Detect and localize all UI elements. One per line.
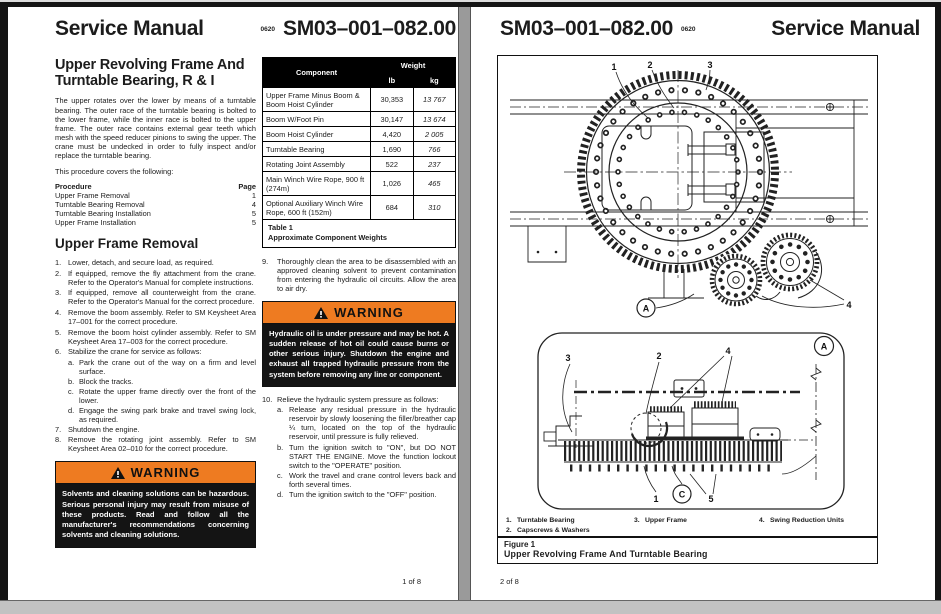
warning-triangle-icon [111, 467, 125, 479]
warning-text: Solvents and cleaning solutions can be hazardous. Serious personal injury may result from misuse of these products. Read and follow all the manufacturer's recommendations concerning solvents and cleaning solutions. [56, 484, 255, 546]
left-page [8, 7, 458, 600]
callout-label: 3 [565, 353, 571, 363]
legend-item: 3. Upper Frame [634, 517, 687, 524]
warning-box-solvents [55, 461, 256, 547]
section-title: Upper Revolving Frame And Turntable Bearing, R & I [55, 57, 245, 90]
manual-title: Service Manual [55, 17, 204, 40]
weights-col-lb: lb [371, 73, 413, 88]
procedure-substep: b. Turn the ignition switch to "ON", but DO NOT START THE ENGINE. Move the function lockout switch to the "OPERATE" position. [277, 442, 456, 470]
removal-heading: Upper Frame Removal [55, 235, 199, 251]
figure-legend [498, 514, 877, 536]
table-caption: Table 1 Approximate Component Weights [262, 220, 456, 247]
side-view-drawing [498, 328, 876, 514]
procedure-step: 2. If equipped, remove the fly attachment from the crane. Refer to the Operator's Manual for complete instructions. [55, 268, 256, 287]
view-a-label: A [820, 341, 828, 352]
revision-code: 0620 [260, 26, 275, 33]
plan-view-drawing [498, 56, 876, 328]
figure-frame [497, 55, 878, 537]
procedure-step: 10. Relieve the hydraulic system pressure as follows: [262, 394, 439, 404]
procedure-step: 5. Remove the boom hoist cylinder assembly. Refer to SM Keysheet Area 17–003 for the correct procedure. [55, 327, 256, 346]
warning-title: WARNING [334, 304, 404, 320]
callout-label: 2 [656, 351, 662, 361]
turntable-ring-gear [564, 70, 792, 278]
callout-label: 1 [611, 62, 617, 72]
revision-code: 0620 [681, 26, 696, 33]
procedure-substep: c. Work the travel and crane control levers back and forth several times. [277, 470, 456, 489]
view-c-label: C [678, 489, 686, 500]
left-column [55, 57, 256, 548]
callout-label: 3 [707, 60, 713, 70]
right-column [262, 57, 456, 500]
index-row: Turntable Bearing Installation 5 [55, 208, 256, 218]
warning-text: Hydraulic oil is under pressure and may be hot. A sudden release of hot oil could cause burns or other serious injury. Shutdown the engine and exhaust all trapped hydraulic pressure from the system before removing any line or component. [263, 324, 455, 386]
legend-item: 1. Turntable Bearing [506, 517, 575, 524]
upper-frame-rails [510, 100, 868, 262]
weights-col-weight: Weight [371, 58, 456, 73]
table-row: Upper Frame Minus Boom & Boom Hoist Cylinder 30,353 13 767 [263, 88, 456, 112]
left-page-header [55, 17, 456, 41]
callout-label: 4 [725, 346, 731, 356]
table-row: Boom W/Foot Pin 30,147 13 674 [263, 112, 456, 127]
procedure-step: 1. Lower, detach, and secure load, as required. [55, 258, 214, 268]
weights-col-kg: kg [413, 73, 455, 88]
procedure-substep: a. Release any residual pressure in the hydraulic reservoir by slowly loosening the filler/breather cap ¼ turn, located on the top of the hydraulic reservoir, until pressure is fully relieved. [277, 405, 456, 442]
covers-line: This procedure covers the following: [55, 166, 174, 176]
procedure-step: 9. Thoroughly clean the area to be disassembled with an approved cleaning solvent to prevent contamination from entering the hydraulic oil circuits. Allow the area to air dry. [262, 256, 456, 293]
swing-pinion-gear [760, 232, 820, 292]
table-row: Optional Auxiliary Winch Wire Rope, 600 ft (152m) 684 310 [263, 196, 456, 220]
index-row: Turntable Bearing Removal 4 [55, 199, 256, 209]
callout-leaders [563, 356, 732, 494]
procedure-step: 7. Shutdown the engine. [55, 424, 140, 434]
callout-label: 1 [653, 494, 659, 504]
callout-label: 2 [647, 60, 653, 70]
intro-paragraph: The upper rotates over the lower by means of a turntable bearing. The outer race of the turntable bearing is bolted to the lower frame, while the inner race is bolted to the upper frame. The outer race contains external gear teeth which mesh with the speed reducer pinions to swing the upper. The crane must be undecked in order to fully inspect and/or replace the turntable bearing. [55, 96, 256, 160]
procedure-step: 4. Remove the boom assembly. Refer to SM Keysheet Area 17–001 for the correct procedure. [55, 308, 256, 327]
right-page-header [500, 17, 920, 41]
document-number: SM03–001–082.00 [500, 17, 673, 40]
index-row: Upper Frame Installation 5 [55, 217, 256, 227]
side-structure [544, 364, 821, 480]
procedure-substep: d. Engage the swing park brake and travel swing lock, as required. [68, 405, 256, 424]
procedure-substep: b. Block the tracks. [68, 376, 134, 386]
manual-title: Service Manual [771, 17, 920, 40]
swing-pinion-gear [709, 253, 763, 307]
procedure-step: 6. Stabilize the crane for service as follows: [55, 347, 202, 357]
right-page [471, 7, 935, 600]
procedure-step: 8. Remove the rotating joint assembly. Refer to SM Keysheet Area 02–010 for the correct procedure. [55, 435, 256, 454]
warning-title: WARNING [130, 465, 201, 481]
table-row: Main Winch Wire Rope, 900 ft (274m) 1,026 465 [263, 172, 456, 196]
legend-item: 4. Swing Reduction Units [759, 517, 845, 524]
index-header: Procedure Page [55, 181, 256, 191]
page-number: 1 of 8 [402, 577, 421, 586]
window-top-edge [0, 0, 941, 2]
document-number: SM03–001–082.00 [283, 17, 456, 40]
viewer-bottom-strip [0, 600, 941, 614]
index-row: Upper Frame Removal 1 [55, 190, 256, 200]
callout-label: 5 [708, 494, 714, 504]
warning-box-hydraulic [262, 301, 456, 387]
table-row: Turntable Bearing 1,690 766 [263, 142, 456, 157]
weights-col-component: Component [263, 58, 371, 88]
table-row: Boom Hoist Cylinder 4,420 2 005 [263, 127, 456, 142]
table-row: Rotating Joint Assembly 522 237 [263, 157, 456, 172]
legend-item: 2. Capscrews & Washers [506, 527, 590, 535]
figure-caption: Figure 1 Upper Revolving Frame And Turntable Bearing [497, 536, 878, 564]
warning-header [56, 462, 255, 484]
procedure-substep: c. Rotate the upper frame directly over the front of the lower. [68, 386, 256, 405]
callout-label: 4 [846, 300, 852, 310]
detail-view-box [538, 333, 844, 509]
warning-header [263, 302, 455, 324]
procedure-substep: a. Park the crane out of the way on a firm and level surface. [68, 357, 256, 376]
page-number: 2 of 8 [500, 577, 519, 586]
page-gutter [458, 7, 471, 600]
procedure-step: 3. If equipped, remove all counterweight from the crane. Refer to the Operator's Manual for the correct procedure. [55, 288, 256, 307]
procedure-substep: d. Turn the ignition switch to the "OFF" position. [277, 489, 437, 499]
warning-triangle-icon [314, 307, 328, 319]
weights-table [262, 57, 456, 220]
procedure-index [55, 182, 256, 227]
view-a-label: A [642, 303, 650, 314]
